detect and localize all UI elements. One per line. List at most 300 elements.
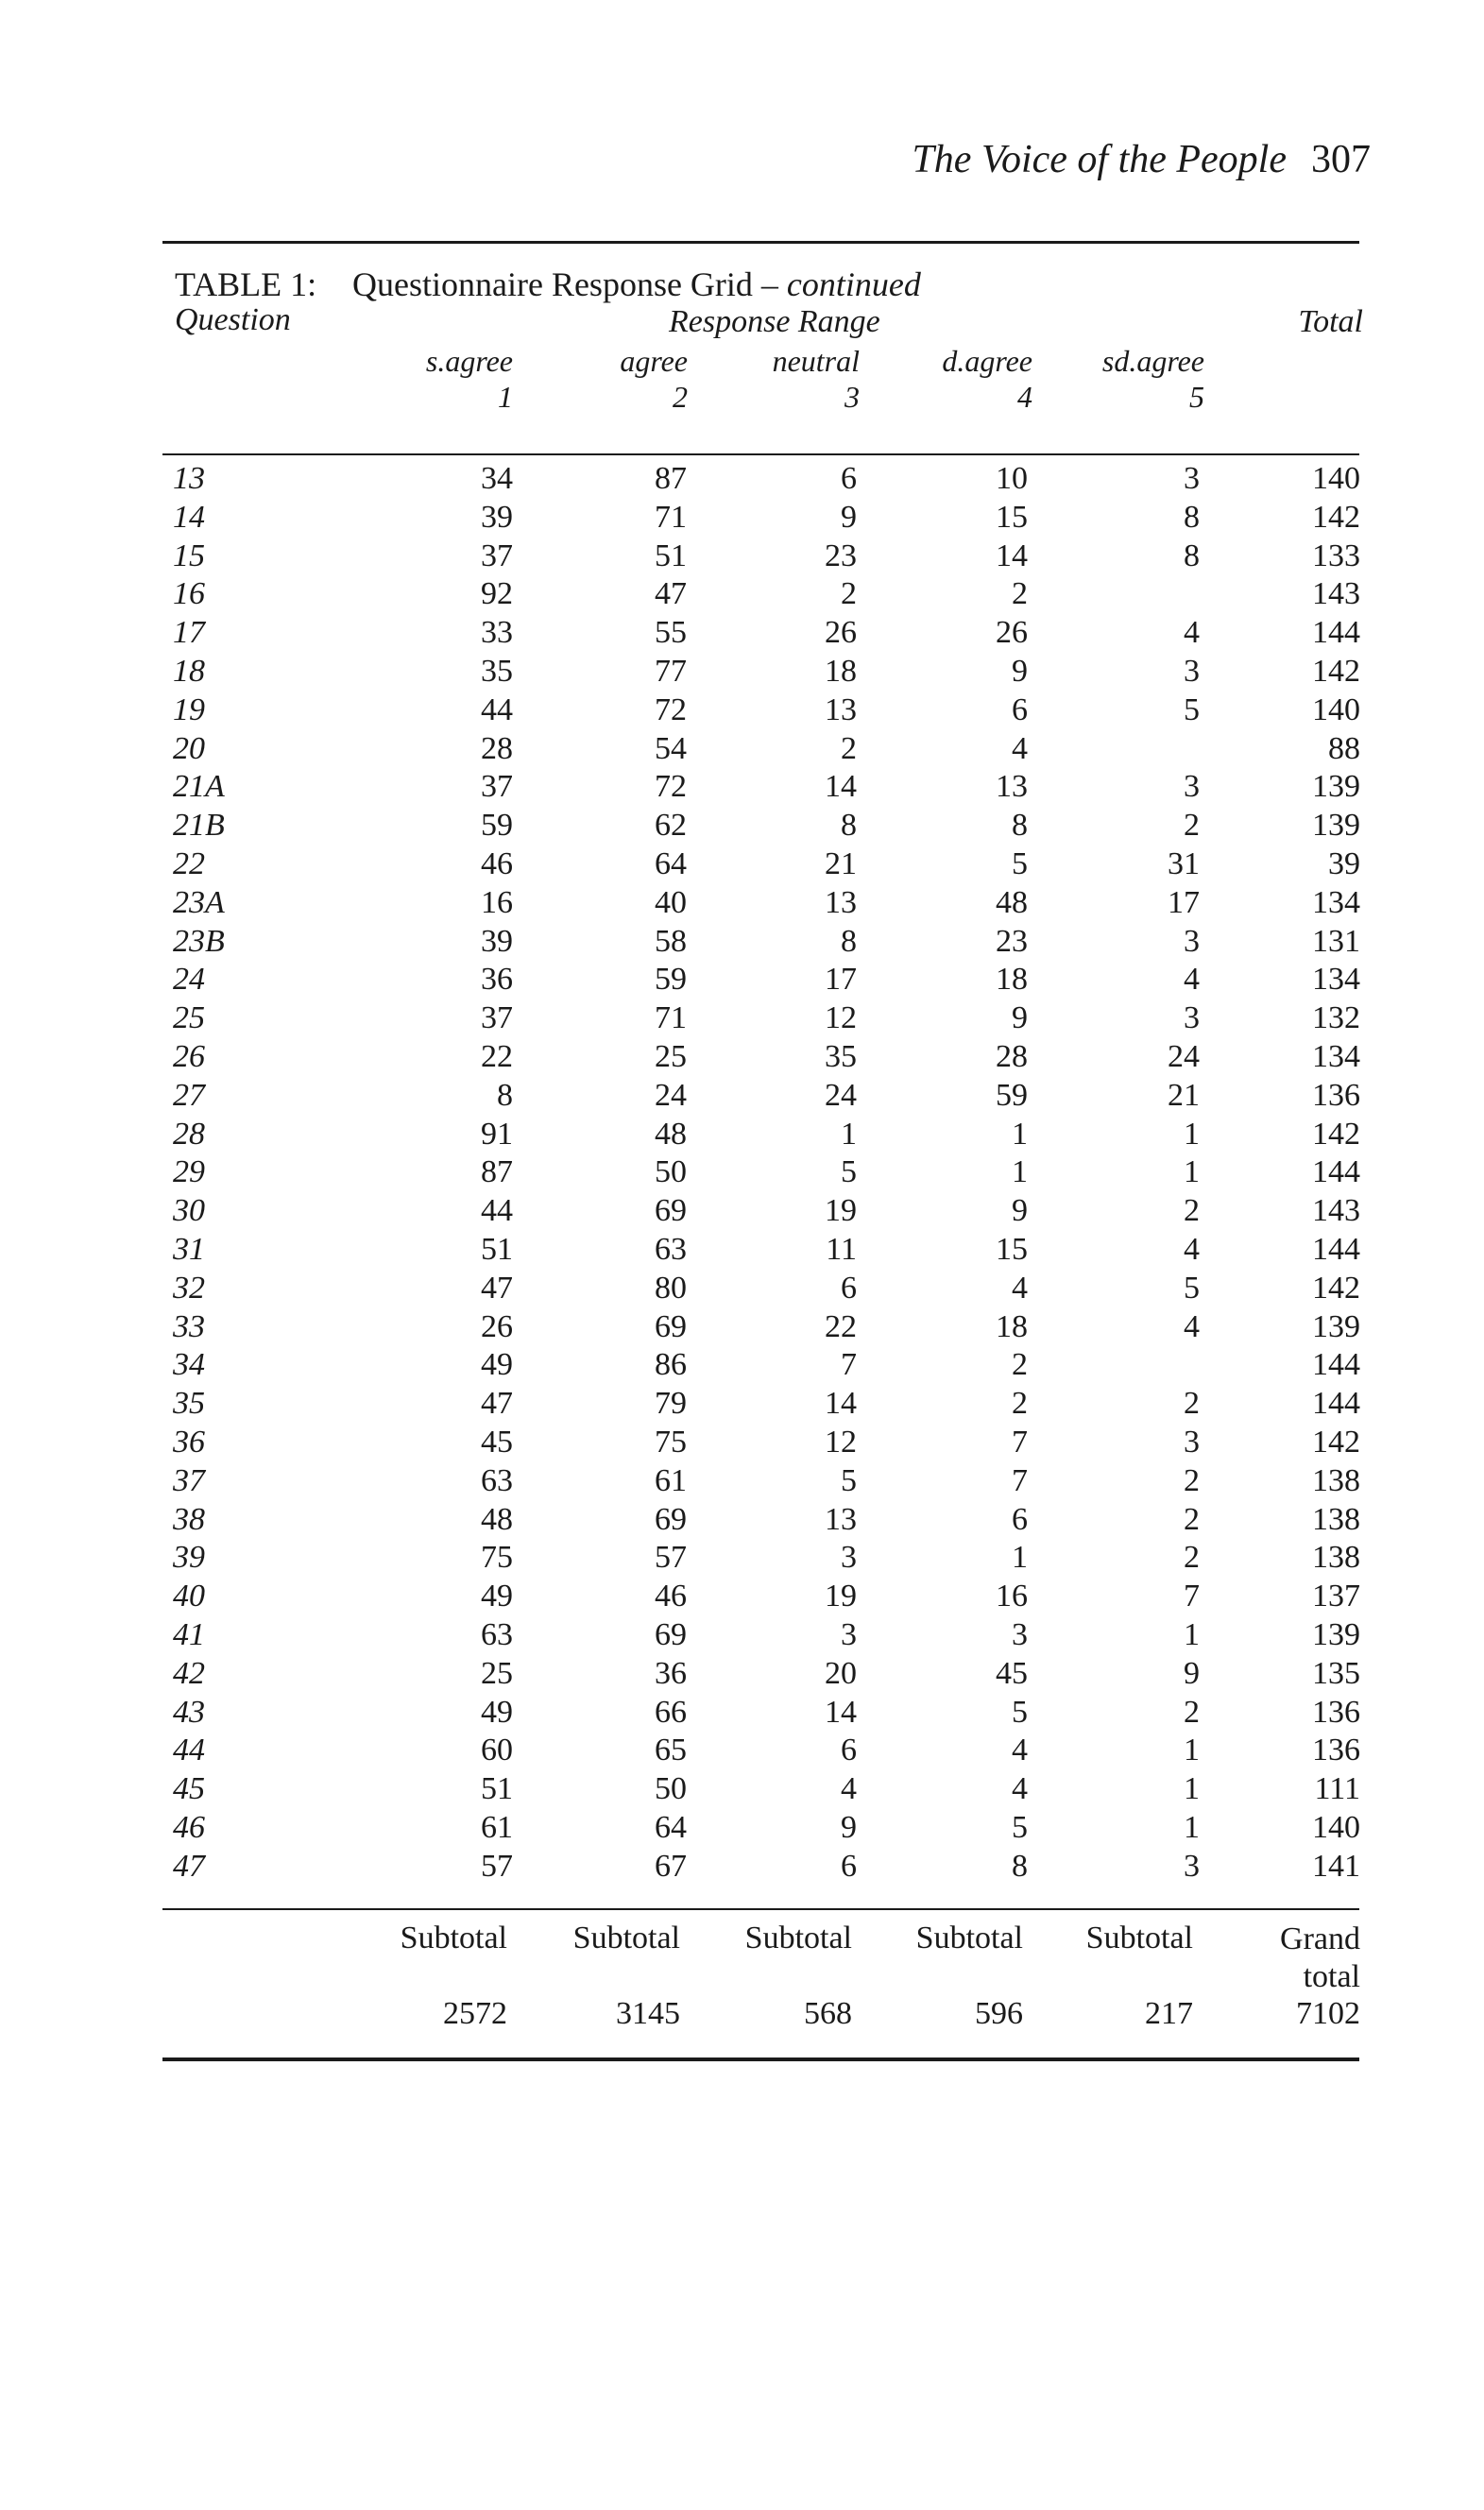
response-count: 69 <box>655 1616 687 1652</box>
response-count: 63 <box>481 1616 513 1652</box>
table-row <box>0 1304 1484 1342</box>
response-count: 21 <box>825 845 857 881</box>
response-count: 3 <box>1184 923 1200 959</box>
response-count: 48 <box>655 1116 687 1152</box>
response-count: 51 <box>481 1231 513 1267</box>
response-count: 3 <box>1184 653 1200 689</box>
table-row <box>0 1380 1484 1422</box>
row-total: 144 <box>1312 1154 1360 1190</box>
row-total: 143 <box>1312 576 1360 612</box>
response-count: 6 <box>841 1733 857 1768</box>
response-count: 6 <box>841 1848 857 1884</box>
subtotal-label: Subtotal <box>400 1921 507 1955</box>
row-total: 138 <box>1312 1462 1360 1498</box>
response-count: 9 <box>841 499 857 535</box>
table-row <box>0 1187 1484 1229</box>
response-count: 8 <box>1184 538 1200 573</box>
response-count: 92 <box>481 576 513 612</box>
response-count: 6 <box>1012 1501 1028 1537</box>
response-count: 11 <box>826 1231 857 1267</box>
question-number: 41 <box>173 1616 205 1652</box>
table-caption <box>175 265 921 304</box>
table-row <box>0 1496 1484 1535</box>
response-count: 18 <box>825 653 857 689</box>
response-count: 67 <box>655 1848 687 1884</box>
response-count: 9 <box>1012 653 1028 689</box>
response-count: 9 <box>1184 1655 1200 1691</box>
response-count: 4 <box>1012 1733 1028 1768</box>
table-row <box>0 648 1484 687</box>
question-number: 22 <box>173 845 205 881</box>
response-count: 1 <box>1184 1733 1200 1768</box>
response-count: 39 <box>481 499 513 535</box>
question-number: 36 <box>173 1424 205 1460</box>
response-count: 63 <box>481 1462 513 1498</box>
response-count: 64 <box>655 845 687 881</box>
response-count: 15 <box>996 1231 1028 1267</box>
response-count: 1 <box>1012 1116 1028 1152</box>
column-label-agree: agree <box>620 344 688 378</box>
response-count: 49 <box>481 1579 513 1614</box>
table-row <box>0 1766 1484 1807</box>
table-row <box>0 494 1484 533</box>
response-count: 7 <box>1184 1579 1200 1614</box>
subtotal-label: Subtotal <box>1085 1921 1193 1955</box>
response-count: 50 <box>655 1771 687 1807</box>
question-number: 43 <box>173 1694 205 1730</box>
response-count: 19 <box>825 1193 857 1229</box>
response-count: 7 <box>1012 1424 1028 1460</box>
question-number: 44 <box>173 1733 205 1768</box>
row-total: 144 <box>1312 1347 1360 1383</box>
question-number: 19 <box>173 692 205 727</box>
column-number-1: 1 <box>498 380 513 414</box>
response-count: 77 <box>655 653 687 689</box>
question-number: 32 <box>173 1270 205 1306</box>
response-count: 26 <box>481 1308 513 1344</box>
response-count: 39 <box>481 923 513 959</box>
table-row <box>0 1419 1484 1458</box>
response-count: 1 <box>1184 1154 1200 1190</box>
table-row <box>0 1033 1484 1072</box>
question-number: 23A <box>173 884 225 920</box>
response-count: 16 <box>996 1579 1028 1614</box>
question-number: 30 <box>173 1193 205 1229</box>
question-number: 46 <box>173 1809 205 1845</box>
response-count: 35 <box>825 1038 857 1074</box>
response-count: 2 <box>1184 1694 1200 1730</box>
response-count: 23 <box>825 538 857 573</box>
table-body <box>0 455 1484 1884</box>
row-total: 131 <box>1312 923 1360 959</box>
row-total: 138 <box>1312 1501 1360 1537</box>
response-count: 28 <box>996 1038 1028 1074</box>
response-count: 3 <box>1012 1616 1028 1652</box>
response-count: 66 <box>655 1694 687 1730</box>
response-count: 1 <box>1184 1116 1200 1152</box>
response-count: 3 <box>841 1616 857 1652</box>
response-count: 5 <box>841 1154 857 1190</box>
response-count: 59 <box>655 962 687 998</box>
response-count: 4 <box>1012 1270 1028 1306</box>
response-count: 3 <box>1184 1000 1200 1036</box>
response-count: 1 <box>841 1116 857 1152</box>
response-count: 1 <box>1184 1809 1200 1845</box>
response-count: 69 <box>655 1501 687 1537</box>
response-count: 2 <box>1184 808 1200 844</box>
response-count: 33 <box>481 615 513 651</box>
response-count: 49 <box>481 1694 513 1730</box>
response-count: 4 <box>841 1771 857 1807</box>
table-row <box>0 1072 1484 1111</box>
question-number: 21A <box>173 769 225 805</box>
response-count: 25 <box>655 1038 687 1074</box>
response-count: 87 <box>481 1154 513 1190</box>
table-row <box>0 879 1484 918</box>
response-count: 57 <box>481 1848 513 1884</box>
response-count: 2 <box>1012 576 1028 612</box>
column-label-d-agree: d.agree <box>942 344 1032 378</box>
response-count: 72 <box>655 769 687 805</box>
row-total: 136 <box>1312 1694 1360 1730</box>
table-row <box>0 1534 1484 1576</box>
response-count: 50 <box>655 1154 687 1190</box>
table-row <box>0 1727 1484 1766</box>
response-count: 47 <box>655 576 687 612</box>
response-count: 91 <box>481 1116 513 1152</box>
response-count: 35 <box>481 653 513 689</box>
response-count: 45 <box>481 1424 513 1460</box>
response-count: 3 <box>1184 1848 1200 1884</box>
question-number: 39 <box>173 1540 205 1576</box>
subtotal-value: 3145 <box>616 1996 680 2031</box>
row-total: 139 <box>1312 1616 1360 1652</box>
response-count: 24 <box>1168 1038 1200 1074</box>
row-total: 144 <box>1312 615 1360 651</box>
question-number: 35 <box>173 1386 205 1422</box>
table-row <box>0 571 1484 612</box>
response-count: 14 <box>825 1386 857 1422</box>
response-count: 47 <box>481 1386 513 1422</box>
row-total: 136 <box>1312 1733 1360 1768</box>
top-rule <box>162 241 1359 244</box>
response-count: 37 <box>481 538 513 573</box>
row-total: 143 <box>1312 1193 1360 1229</box>
response-count: 48 <box>996 884 1028 920</box>
question-number: 47 <box>173 1848 205 1884</box>
response-count: 48 <box>481 1501 513 1537</box>
response-count: 5 <box>1012 845 1028 881</box>
response-count: 6 <box>1012 692 1028 727</box>
table-title: Questionnaire Response Grid – <box>352 265 778 303</box>
table-continued: continued <box>786 265 921 303</box>
row-total: 134 <box>1312 1038 1360 1074</box>
table-row <box>0 687 1484 726</box>
row-total: 134 <box>1312 884 1360 920</box>
running-head <box>912 137 1371 182</box>
subtotal-value: 2572 <box>443 1996 507 2031</box>
response-count: 44 <box>481 692 513 727</box>
column-number-2: 2 <box>673 380 688 414</box>
question-number: 28 <box>173 1116 205 1152</box>
question-number: 13 <box>173 461 205 496</box>
response-count: 6 <box>841 461 857 496</box>
question-number: 24 <box>173 962 205 998</box>
question-number: 29 <box>173 1154 205 1190</box>
table-row <box>0 1458 1484 1496</box>
response-count: 12 <box>825 1000 857 1036</box>
response-count: 19 <box>825 1579 857 1614</box>
row-total: 142 <box>1312 1270 1360 1306</box>
response-count: 8 <box>841 808 857 844</box>
response-count: 87 <box>655 461 687 496</box>
response-count: 71 <box>655 499 687 535</box>
response-count: 8 <box>1012 1848 1028 1884</box>
response-count: 58 <box>655 923 687 959</box>
table-row <box>0 1341 1484 1383</box>
question-column-header: Question <box>175 302 291 337</box>
response-count: 26 <box>825 615 857 651</box>
question-number: 45 <box>173 1771 205 1807</box>
response-count: 51 <box>655 538 687 573</box>
response-count: 61 <box>655 1462 687 1498</box>
response-count: 75 <box>655 1424 687 1460</box>
table-row <box>0 1226 1484 1265</box>
grand-total-label-line1: Grand <box>1280 1921 1360 1956</box>
response-count: 75 <box>481 1540 513 1576</box>
question-number: 23B <box>173 923 225 959</box>
column-number-5: 5 <box>1189 380 1204 414</box>
response-count: 31 <box>1168 845 1200 881</box>
question-number: 31 <box>173 1231 205 1267</box>
question-number: 17 <box>173 615 205 651</box>
column-number-3: 3 <box>844 380 860 414</box>
response-count: 1 <box>1012 1540 1028 1576</box>
response-count: 24 <box>825 1077 857 1113</box>
response-count: 24 <box>655 1077 687 1113</box>
response-count: 13 <box>996 769 1028 805</box>
table-row <box>0 455 1484 494</box>
response-count: 80 <box>655 1270 687 1306</box>
row-total: 140 <box>1312 461 1360 496</box>
subtotal-rule <box>162 1908 1359 1910</box>
response-count: 57 <box>655 1540 687 1576</box>
response-count: 5 <box>1184 1270 1200 1306</box>
response-count: 1 <box>1184 1616 1200 1652</box>
response-count: 71 <box>655 1000 687 1036</box>
table-row <box>0 956 1484 998</box>
row-total: 133 <box>1312 538 1360 573</box>
table-row <box>0 533 1484 572</box>
response-count: 13 <box>825 1501 857 1537</box>
table-row <box>0 918 1484 957</box>
response-count: 2 <box>1184 1501 1200 1537</box>
table-row <box>0 1573 1484 1612</box>
row-total: 138 <box>1312 1540 1360 1576</box>
bottom-rule <box>162 2058 1359 2061</box>
response-count: 4 <box>1184 1231 1200 1267</box>
row-total: 136 <box>1312 1077 1360 1113</box>
response-count: 3 <box>1184 1424 1200 1460</box>
question-number: 37 <box>173 1462 205 1498</box>
table-row <box>0 1612 1484 1650</box>
subtotal-label: Subtotal <box>915 1921 1023 1955</box>
response-count: 4 <box>1012 730 1028 766</box>
response-count: 18 <box>996 962 1028 998</box>
table-row <box>0 763 1484 805</box>
response-count: 86 <box>655 1347 687 1383</box>
response-count: 9 <box>1012 1000 1028 1036</box>
column-number-4: 4 <box>1017 380 1032 414</box>
response-count: 49 <box>481 1347 513 1383</box>
row-total: 39 <box>1328 845 1360 881</box>
column-label-neutral: neutral <box>772 344 860 378</box>
question-number: 26 <box>173 1038 205 1074</box>
row-total: 139 <box>1312 769 1360 805</box>
response-count: 2 <box>841 576 857 612</box>
response-count: 14 <box>825 1694 857 1730</box>
response-count: 13 <box>825 692 857 727</box>
response-count: 17 <box>825 962 857 998</box>
question-number: 38 <box>173 1501 205 1537</box>
response-count: 20 <box>825 1655 857 1691</box>
response-count: 7 <box>841 1347 857 1383</box>
response-count: 65 <box>655 1733 687 1768</box>
question-number: 15 <box>173 538 205 573</box>
table-row <box>0 1111 1484 1150</box>
row-total: 144 <box>1312 1386 1360 1422</box>
row-total: 111 <box>1314 1771 1360 1807</box>
response-count: 4 <box>1184 962 1200 998</box>
response-count: 44 <box>481 1193 513 1229</box>
response-count: 6 <box>841 1270 857 1306</box>
response-count: 26 <box>996 615 1028 651</box>
response-count: 22 <box>825 1308 857 1344</box>
table-row <box>0 609 1484 651</box>
response-count: 5 <box>1184 692 1200 727</box>
row-total: 134 <box>1312 962 1360 998</box>
question-number: 14 <box>173 499 205 535</box>
grand-total-value: 7102 <box>1296 1996 1360 2031</box>
subtotal-value: 217 <box>1145 1996 1193 2031</box>
response-count: 4 <box>1184 1308 1200 1344</box>
response-count: 14 <box>825 769 857 805</box>
response-count: 59 <box>996 1077 1028 1113</box>
response-count: 1 <box>1184 1771 1200 1807</box>
response-count: 3 <box>1184 461 1200 496</box>
response-count: 2 <box>841 730 857 766</box>
response-count: 36 <box>655 1655 687 1691</box>
response-count: 59 <box>481 808 513 844</box>
row-total: 135 <box>1312 1655 1360 1691</box>
response-count: 36 <box>481 962 513 998</box>
question-number: 20 <box>173 730 205 766</box>
row-total: 142 <box>1312 499 1360 535</box>
response-count: 72 <box>655 692 687 727</box>
response-count: 54 <box>655 730 687 766</box>
row-total: 140 <box>1312 1809 1360 1845</box>
response-count: 28 <box>481 730 513 766</box>
grand-total-label-line2: total <box>1303 1959 1360 1994</box>
row-total: 141 <box>1312 1848 1360 1884</box>
column-label-sd-agree: sd.agree <box>1101 344 1204 378</box>
response-count: 69 <box>655 1308 687 1344</box>
question-number: 40 <box>173 1579 205 1614</box>
response-range-header: Response Range <box>669 304 880 339</box>
response-count: 25 <box>481 1655 513 1691</box>
row-total: 140 <box>1312 692 1360 727</box>
subtotal-label: Subtotal <box>744 1921 852 1955</box>
response-count: 9 <box>841 1809 857 1845</box>
table-row <box>0 1804 1484 1843</box>
response-count: 10 <box>996 461 1028 496</box>
response-count: 61 <box>481 1809 513 1845</box>
question-number: 34 <box>173 1347 205 1383</box>
response-count: 46 <box>655 1579 687 1614</box>
subtotal-value: 596 <box>975 1996 1023 2031</box>
table-row <box>0 1843 1484 1882</box>
subtotal-value: 568 <box>804 1996 852 2031</box>
response-count: 2 <box>1184 1193 1200 1229</box>
response-count: 14 <box>996 538 1028 573</box>
table-row <box>0 1149 1484 1190</box>
response-count: 8 <box>1012 808 1028 844</box>
response-count: 3 <box>1184 769 1200 805</box>
row-total: 139 <box>1312 1308 1360 1344</box>
response-count: 40 <box>655 884 687 920</box>
response-count: 37 <box>481 1000 513 1036</box>
response-count: 18 <box>996 1308 1028 1344</box>
response-count: 4 <box>1184 615 1200 651</box>
response-count: 45 <box>996 1655 1028 1691</box>
response-count: 63 <box>655 1231 687 1267</box>
response-count: 2 <box>1012 1347 1028 1383</box>
response-count: 22 <box>481 1038 513 1074</box>
response-count: 60 <box>481 1733 513 1768</box>
response-count: 23 <box>996 923 1028 959</box>
response-count: 21 <box>1168 1077 1200 1113</box>
question-number: 21B <box>173 808 225 844</box>
response-count: 64 <box>655 1809 687 1845</box>
response-count: 5 <box>841 1462 857 1498</box>
row-total: 144 <box>1312 1231 1360 1267</box>
response-count: 8 <box>1184 499 1200 535</box>
question-number: 25 <box>173 1000 205 1036</box>
running-head-title: The Voice of the People <box>912 138 1287 181</box>
row-total: 142 <box>1312 1424 1360 1460</box>
table-row <box>0 1650 1484 1689</box>
page-number: 307 <box>1311 138 1371 181</box>
grand-total-label <box>1171 1921 1360 1996</box>
response-count: 5 <box>1012 1809 1028 1845</box>
response-count: 2 <box>1184 1540 1200 1576</box>
response-count: 69 <box>655 1193 687 1229</box>
subtotal-label: Subtotal <box>572 1921 680 1955</box>
response-count: 55 <box>655 615 687 651</box>
row-total: 142 <box>1312 1116 1360 1152</box>
response-count: 46 <box>481 845 513 881</box>
response-count: 12 <box>825 1424 857 1460</box>
response-count: 2 <box>1184 1386 1200 1422</box>
response-count: 2 <box>1012 1386 1028 1422</box>
response-count: 34 <box>481 461 513 496</box>
question-number: 27 <box>173 1077 205 1113</box>
response-count: 4 <box>1012 1771 1028 1807</box>
response-count: 37 <box>481 769 513 805</box>
response-count: 13 <box>825 884 857 920</box>
question-number: 33 <box>173 1308 205 1344</box>
row-total: 88 <box>1328 730 1360 766</box>
